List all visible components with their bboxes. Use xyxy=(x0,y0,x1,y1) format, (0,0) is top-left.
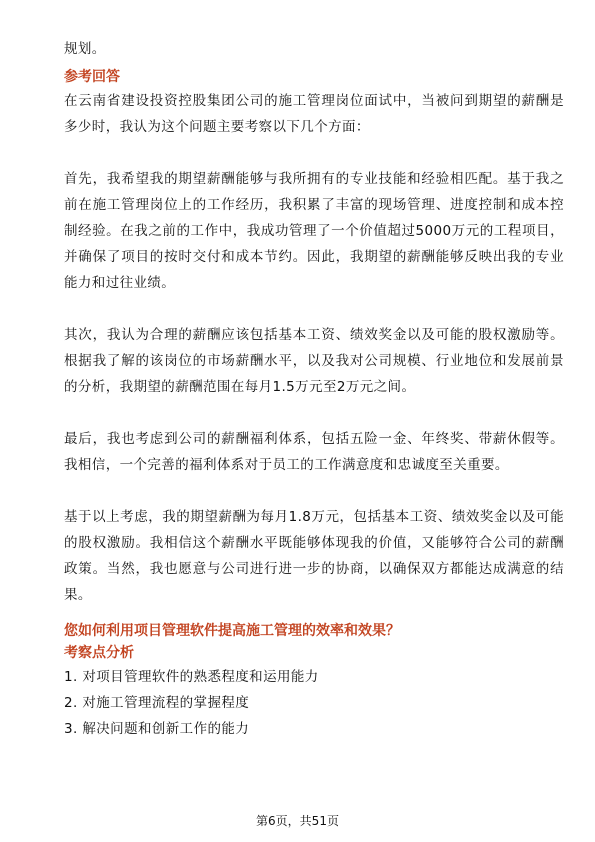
page-content xyxy=(64,36,564,742)
paragraph-1: 在云南省建设投资控股集团公司的施工管理岗位面试中，当被问到期望的薪酬是多少时，我认为这个问题主要考察以下几个方面： xyxy=(64,93,564,135)
question-heading: 您如何利用项目管理软件提高施工管理的效率和效果？ xyxy=(64,623,400,639)
paragraph-4: 最后，我也考虑到公司的薪酬福利体系，包括五险一金、年终奖、带薪休假等。我相信，一个完善的福利体系对于员工的工作满意度和忠诚度至关重要。 xyxy=(64,431,564,473)
analysis-item: 2. 对施工管理流程的掌握程度 xyxy=(64,695,250,711)
answer-heading: 参考回答 xyxy=(64,69,120,85)
paragraph-3: 其次，我认为合理的薪酬应该包括基本工资、绩效奖金以及可能的股权激励等。根据我了解的该岗位的市场薪酬水平，以及我对公司规模、行业地位和发展前景的分析，我期望的薪酬范围在每月1.5万元至2万元之间。 xyxy=(64,327,564,395)
analysis-item: 1. 对项目管理软件的熟悉程度和运用能力 xyxy=(64,669,319,685)
analysis-heading: 考察点分析 xyxy=(64,645,134,661)
intro-tail-text: 规划。 xyxy=(64,41,106,57)
analysis-item: 3. 解决问题和创新工作的能力 xyxy=(64,721,250,737)
page-number-footer: 第6页，共51页 xyxy=(256,814,339,828)
paragraph-2: 首先，我希望我的期望薪酬能够与我所拥有的专业技能和经验相匹配。基于我之前在施工管理岗位上的工作经历，我积累了丰富的现场管理、进度控制和成本控制经验。在我之前的工作中，我成功管理了一个价值超过5000万元的工程项目，并确保了项目的按时交付和成本节约。因此，我期望的薪酬能够反映出我的专业能力和过往业绩。 xyxy=(64,171,564,291)
paragraph-5: 基于以上考虑，我的期望薪酬为每月1.8万元，包括基本工资、绩效奖金以及可能的股权激励。我相信这个薪酬水平既能够体现我的价值，又能够符合公司的薪酬政策。当然，我也愿意与公司进行进一步的协商，以确保双方都能达成满意的结果。 xyxy=(64,509,564,603)
